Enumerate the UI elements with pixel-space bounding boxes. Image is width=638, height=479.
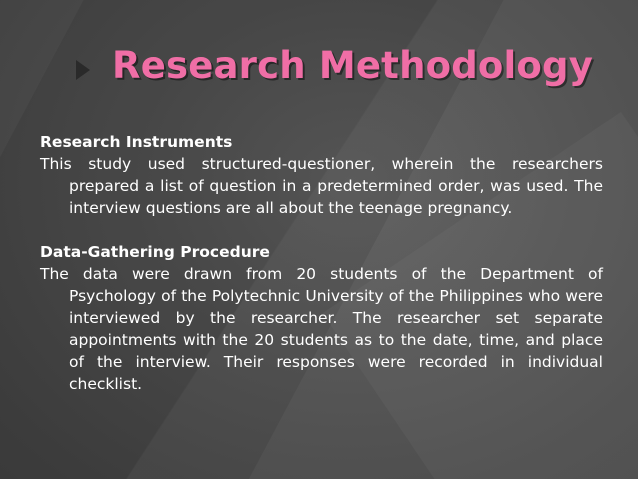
slide-body	[40, 131, 603, 395]
section-heading-data-gathering: Data-Gathering Procedure	[40, 243, 270, 261]
section-text-data-gathering: The data were drawn from 20 students of the Department of Psychology of the Polytechnic University of the Philippines who were interviewed by the researcher. The researcher set separate appointments with the 20 students as to the date, time, and place of the interview. Their responses were recorded in individual checklist.	[40, 265, 603, 393]
section-text-research-instruments: This study used structured-questioner, wherein the researchers prepared a list of question in a predetermined order, was used. The interview questions are all about the teenage pregnancy.	[40, 155, 603, 217]
arrow-right-icon	[76, 60, 90, 80]
section-spacer	[40, 219, 603, 241]
section-heading-research-instruments: Research Instruments	[40, 133, 233, 151]
slide-title: Research Methodology	[112, 44, 594, 87]
